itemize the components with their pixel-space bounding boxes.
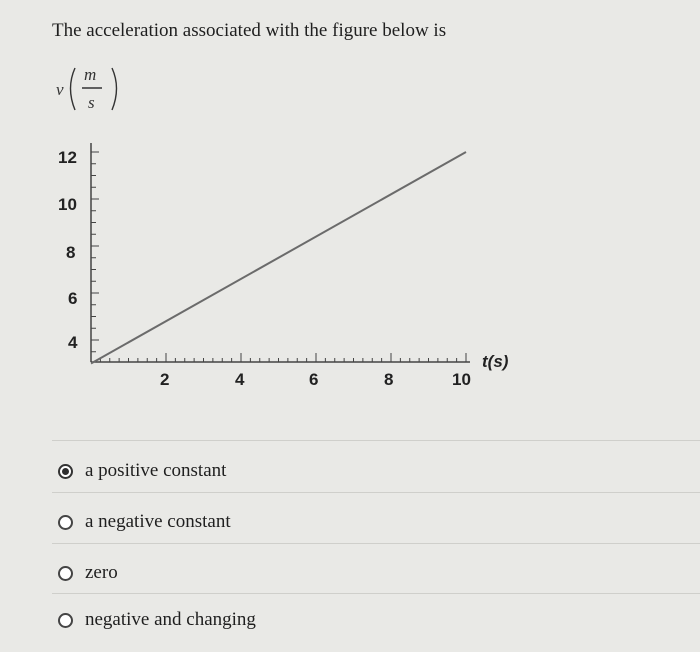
y-axis-unit-denominator: s bbox=[88, 93, 95, 112]
x-tick-label-2: 2 bbox=[160, 370, 170, 389]
y-tick-label-8: 8 bbox=[66, 243, 76, 262]
option-label: negative and changing bbox=[85, 609, 256, 630]
x-tick-label-10: 10 bbox=[452, 370, 471, 389]
option-negative-constant[interactable] bbox=[58, 511, 231, 533]
divider bbox=[52, 543, 700, 544]
velocity-line bbox=[91, 152, 466, 364]
y-axis-symbol: v bbox=[56, 80, 64, 99]
divider bbox=[52, 440, 700, 441]
divider bbox=[52, 593, 700, 594]
radio-icon[interactable] bbox=[58, 566, 73, 581]
x-tick-label-4: 4 bbox=[235, 370, 245, 389]
option-label: zero bbox=[85, 562, 118, 583]
option-zero[interactable] bbox=[58, 562, 118, 584]
y-tick-label-6: 6 bbox=[68, 289, 78, 308]
y-axis-minor-ticks bbox=[91, 152, 99, 352]
x-tick-label-8: 8 bbox=[384, 370, 394, 389]
y-axis-close-paren bbox=[112, 68, 117, 110]
y-axis-unit-numerator: m bbox=[84, 65, 97, 84]
y-tick-label-4: 4 bbox=[68, 333, 78, 352]
option-negative-and-changing[interactable] bbox=[58, 609, 256, 631]
x-tick-label-6: 6 bbox=[309, 370, 319, 389]
option-label: a negative constant bbox=[85, 511, 231, 532]
y-axis-open-paren bbox=[71, 68, 76, 110]
question-text: The acceleration associated with the figure below is bbox=[52, 20, 447, 41]
radio-selected-icon[interactable] bbox=[58, 464, 73, 479]
radio-icon[interactable] bbox=[58, 613, 73, 628]
x-axis-label: t(s) bbox=[482, 352, 509, 371]
radio-icon[interactable] bbox=[58, 515, 73, 530]
x-axis-minor-ticks bbox=[91, 353, 466, 362]
option-label: a positive constant bbox=[85, 460, 227, 481]
divider bbox=[52, 492, 700, 493]
y-tick-label-10: 10 bbox=[58, 195, 77, 214]
y-tick-label-12: 12 bbox=[58, 148, 77, 167]
option-positive-constant[interactable] bbox=[58, 460, 226, 482]
